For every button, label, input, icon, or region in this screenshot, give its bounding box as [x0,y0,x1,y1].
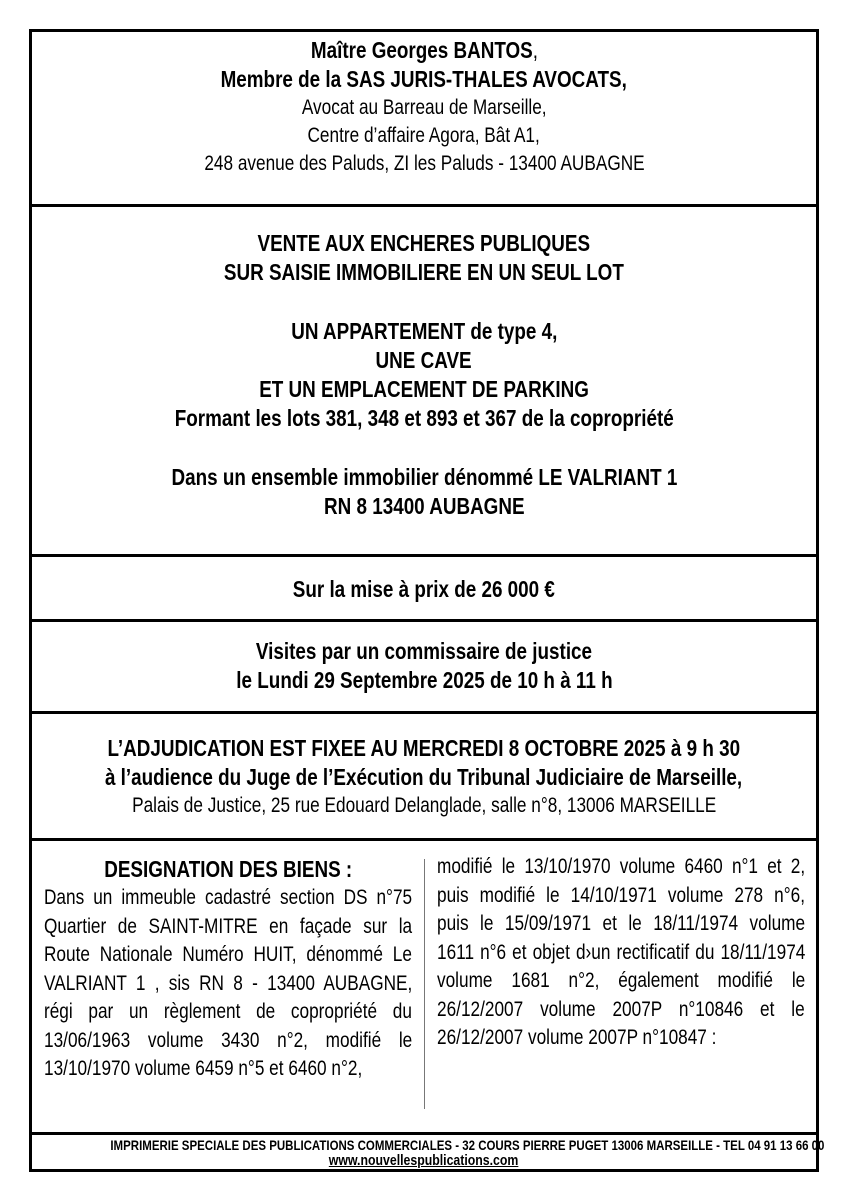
visits-line-1: Visites par un commissaire de justice [255,638,593,664]
divider [32,554,816,557]
designation-line: régi par un règlement de copropriété du [44,1000,412,1023]
printer-info: IMPRIMERIE SPECIALE DES PUBLICATIONS COMMERCIALES - 32 COURS PIERRE PUGET 13006 MARSEILLE - TEL 04 91 13 66 00 [110,1137,825,1153]
starting-price: Sur la mise à prix de 26 000 € [292,576,556,602]
divider [32,1132,816,1135]
ensemble-prefix: Dans un ensemble immobilier dénommé [171,464,538,490]
property-type-bold: UN APPARTEMENT [290,318,465,344]
lawyer-office: Centre d’affaire Agora, Bât A1, [307,124,541,147]
property-cave: UNE CAVE [375,347,473,373]
sale-title-2: SUR SAISIE IMMOBILIERE EN UN SEUL LOT [224,259,624,285]
designation-line: puis modifié le 14/10/1971 volume 278 n°6, [437,883,806,907]
adjudication-address: Palais de Justice, 25 rue Edouard Delanglade, salle n°8, 13006 MARSEILLE [131,794,717,817]
designation-line: 26/12/2007 volume 2007P n°10847 : [437,1026,717,1049]
sale-section [32,229,816,521]
column-divider [424,859,425,1109]
property-location: RN 8 13400 AUBAGNE [323,493,525,519]
designation-right-column [437,853,805,1053]
lawyer-name-comma: , [532,37,538,63]
visits-line-2: le Lundi 29 Septembre 2025 de 10 h à 11 h [235,667,613,693]
footer-section [32,1137,825,1169]
designation-line: 13/10/1970 volume 6459 n°5 et 6460 n°2, [44,1057,363,1080]
designation-line: Dans un immeuble cadastré section DS n°75 [44,886,413,909]
adjudication-date: L’ADJUDICATION EST FIXEE AU MERCREDI 8 OCTOBRE 2025 à 9 h 30 [107,735,741,761]
divider [32,619,816,622]
designation-right-text [437,853,805,1053]
property-parking: ET UN EMPLACEMENT DE PARKING [259,376,589,402]
designation-line: Route Nationale Numéro HUIT, dénommé Le [44,943,412,966]
divider [32,204,816,207]
designation-line: volume 1681 n°2, également modifié le [437,969,806,992]
designation-line: 26/12/2007 volume 2007P n°10846 et le [437,997,805,1021]
visits-section [32,637,816,695]
designation-section [32,841,816,1132]
designation-line: modifié le 13/10/1970 volume 6460 n°1 et 2, [437,855,806,878]
divider [32,711,816,714]
adjudication-section [32,734,816,820]
lawyer-bar: Avocat au Barreau de Marseille, [301,96,547,119]
adjudication-court: à l’audience du Juge de l’Exécution du Tribunal Judiciaire de Marseille, [105,764,743,790]
website-link[interactable]: www.nouvellespublications.com [329,1152,519,1169]
sale-title-1: VENTE AUX ENCHERES PUBLIQUES [257,230,591,256]
designation-left-text [44,884,412,1084]
designation-line: 1611 n°6 et objet d›un rectificatif du 18/11/1974 [437,940,806,964]
property-lots: Formant les lots 381, 348 et 893 et 367 de la copropriété [174,405,674,431]
designation-line: VALRIANT 1 , sis RN 8 - 13400 AUBAGNE, [44,971,413,995]
designation-line: 13/06/1963 volume 3430 n°2, modifié le [44,1028,413,1052]
lawyer-address: 248 avenue des Paluds, ZI les Paluds - 13400 AUBAGNE [203,152,645,175]
lawyer-name: Maître Georges BANTOS [310,37,533,63]
designation-line: puis le 15/09/1971 et le 18/11/1974 volume [437,912,806,935]
ensemble-name: LE VALRIANT 1 [537,464,677,490]
lawyer-firm: Membre de la SAS JURIS-THALES AVOCATS, [220,66,628,92]
designation-title: DESIGNATION DES BIENS : [104,856,352,882]
property-type-rest: de type 4, [464,318,558,344]
lawyer-section [32,36,816,178]
notice-frame [29,29,825,1172]
designation-line: Quartier de SAINT-MITRE en façade sur la [44,914,413,938]
designation-left-column [44,841,412,1084]
price-section [32,575,816,604]
